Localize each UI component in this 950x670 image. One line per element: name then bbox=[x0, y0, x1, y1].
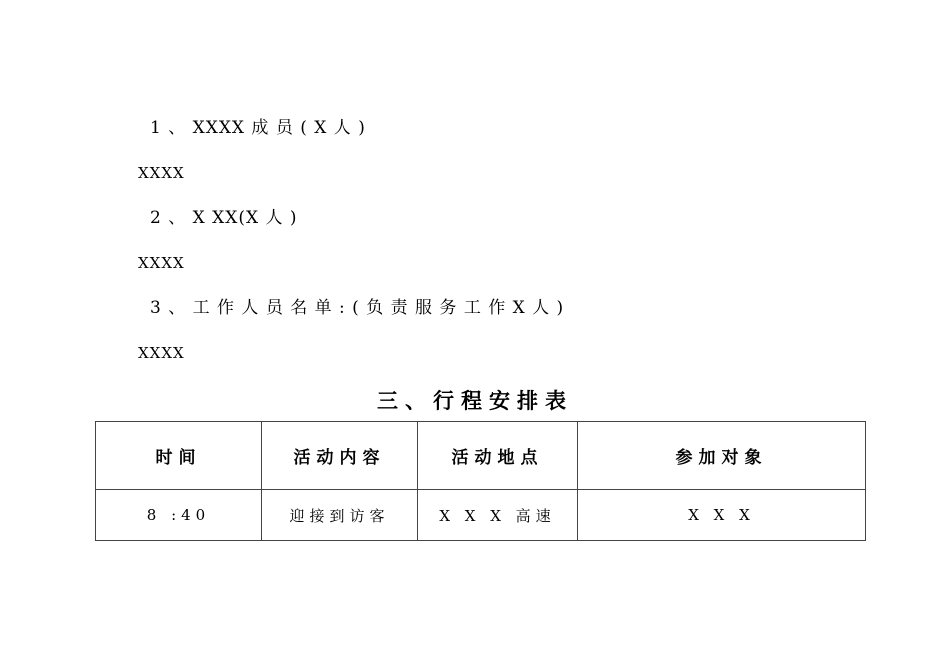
column-header-activity: 活动内容 bbox=[262, 422, 418, 490]
list-item-staff-heading: 3 、 工 作 人 员 名 单 : ( 负 责 服 务 工 作 X 人 ) bbox=[150, 298, 565, 318]
section-title: 三、行程安排表 bbox=[377, 389, 573, 413]
cell-participants: X X X bbox=[578, 490, 866, 541]
column-header-location: 活动地点 bbox=[418, 422, 578, 490]
column-header-participants: 参加对象 bbox=[578, 422, 866, 490]
list-item-members-names: XXXX bbox=[138, 164, 185, 182]
schedule-table bbox=[95, 421, 866, 541]
cell-activity: 迎接到访客 bbox=[262, 490, 418, 541]
list-item-guests-names: XXXX bbox=[138, 254, 185, 272]
list-item-guests-heading: 2 、 X XX(X 人 ) bbox=[150, 208, 298, 228]
cell-time: 8 :40 bbox=[96, 490, 262, 541]
table-row bbox=[96, 490, 866, 541]
cell-location: X X X 高速 bbox=[418, 490, 578, 541]
list-item-staff-names: XXXX bbox=[138, 344, 185, 362]
column-header-time: 时间 bbox=[96, 422, 262, 490]
table-header-row bbox=[96, 422, 866, 490]
list-item-members-heading: 1 、 XXXX 成 员 ( X 人 ) bbox=[150, 118, 366, 138]
